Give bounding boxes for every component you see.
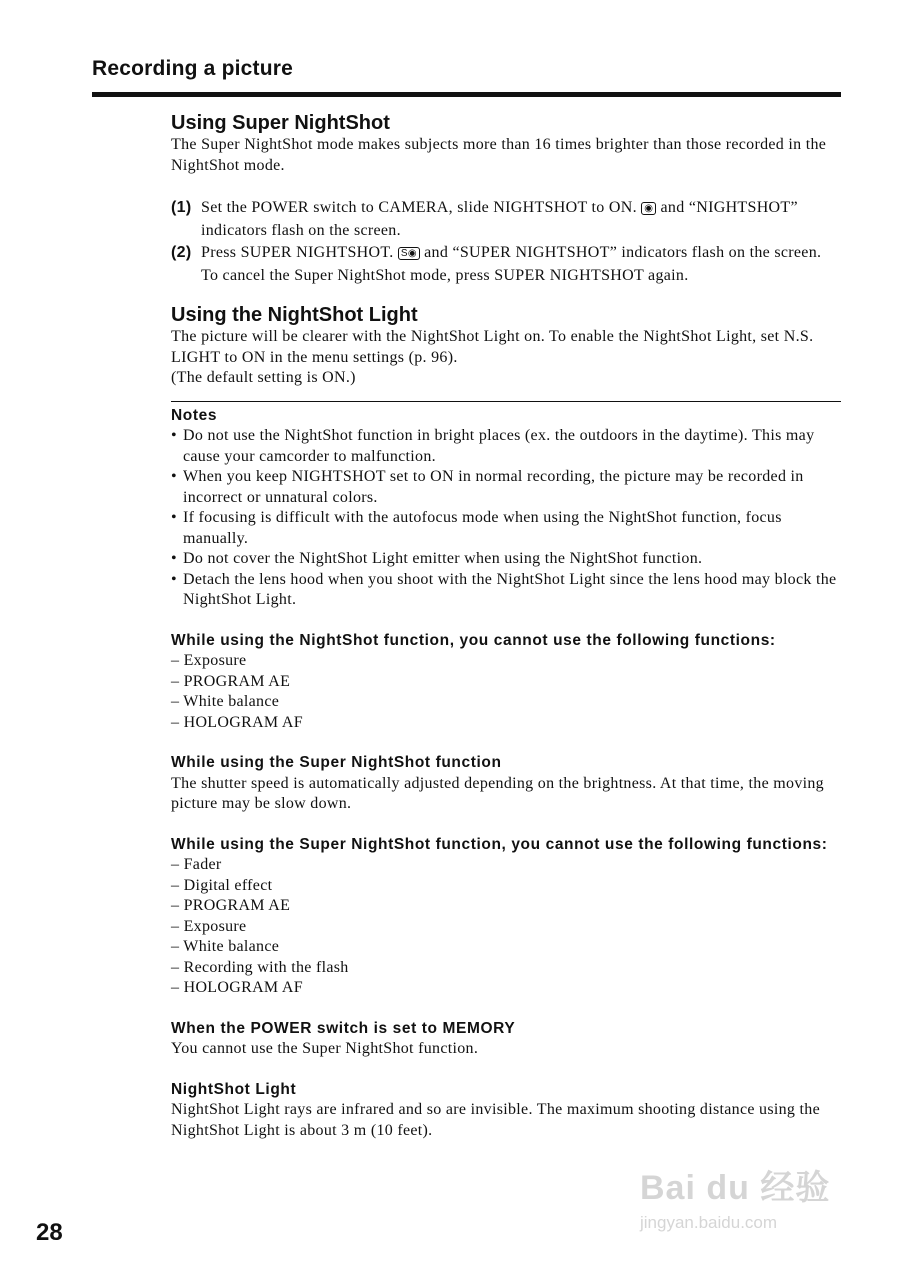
list-item: – Recording with the flash	[171, 958, 349, 976]
super-nightshot-restrictions-heading: While using the Super NightShot function, you cannot use the following functions:	[171, 835, 828, 853]
step-text-b: and “SUPER NIGHTSHOT” indicators flash on the screen.	[419, 244, 822, 261]
nightshot-light-info-heading: NightShot Light	[171, 1080, 297, 1098]
nightshot-light-text: The picture will be clearer with the NightShot Light on. To enable the NightShot Light, set N.S. LIGHT to ON in the menu settings (p. 96).	[171, 328, 814, 366]
list-item: – Exposure	[171, 652, 247, 669]
list-item: – White balance	[171, 938, 280, 955]
step-text-a: Press SUPER NIGHTSHOT.	[201, 244, 398, 261]
notes-heading: Notes	[171, 406, 218, 424]
notes-list	[171, 426, 841, 611]
memory-text: You cannot use the Super NightShot function.	[171, 1040, 479, 1057]
step-2	[171, 242, 841, 287]
note-text: Do not use the NightShot function in bright places (ex. the outdoors in the daytime). This may cause your camcorder to malfunction.	[183, 427, 815, 465]
step-1	[171, 197, 841, 242]
note-text: When you keep NIGHTSHOT set to ON in normal recording, the picture may be recorded in incorrect or unnatural colors.	[183, 468, 804, 506]
nightshot-light-default: (The default setting is ON.)	[171, 369, 356, 386]
header-rule	[92, 92, 841, 97]
list-item: – HOLOGRAM AF	[171, 713, 303, 731]
super-nightshot-intro: The Super NightShot mode makes subjects more than 16 times brighter than those recorded in the NightShot mode.	[171, 136, 827, 174]
nightshot-restrictions-heading: While using the NightShot function, you cannot use the following functions:	[171, 631, 776, 649]
list-item: – Fader	[171, 856, 222, 873]
list-item: – PROGRAM AE	[171, 897, 291, 914]
list-item: – White balance	[171, 693, 280, 710]
list-item: – Exposure	[171, 917, 247, 935]
note-text: If focusing is difficult with the autofocus mode when using the NightShot function, focus manually.	[183, 509, 782, 547]
step-number: (2)	[171, 244, 192, 261]
super-nightshot-indicator-icon: S◉	[398, 247, 420, 260]
section-title: Recording a picture	[92, 57, 294, 80]
nightshot-light-heading: Using the NightShot Light	[171, 304, 418, 326]
nightshot-indicator-icon: ◉	[641, 202, 656, 215]
super-nightshot-function-text: The shutter speed is automatically adjusted depending on the brightness. At that time, the moving picture may be slow down.	[171, 774, 824, 812]
watermark-brand: Bai du 经验	[640, 1169, 831, 1207]
list-item: – Digital effect	[171, 876, 273, 894]
nightshot-light-info-text: NightShot Light rays are infrared and so are invisible. The maximum shooting distance using the NightShot Light is about 3 m (10 feet).	[171, 1101, 820, 1139]
watermark	[640, 1160, 860, 1245]
note-text: Do not cover the NightShot Light emitter when using the NightShot function.	[183, 550, 703, 567]
list-item: • When you keep NIGHTSHOT set to ON in normal recording, the picture may be recorded in incorrect or unnatural colors.	[171, 467, 841, 508]
list-item: – PROGRAM AE	[171, 672, 291, 690]
super-nightshot-function-heading: While using the Super NightShot function	[171, 754, 502, 771]
step-number: (1)	[171, 199, 192, 216]
page-number: 28	[36, 1219, 63, 1246]
watermark-url: jingyan.baidu.com	[640, 1213, 778, 1232]
note-text: Detach the lens hood when you shoot with the NightShot Light since the lens hood may block the NightShot Light.	[183, 570, 837, 608]
step-cancel-text: To cancel the Super NightShot mode, press SUPER NIGHTSHOT again.	[201, 266, 689, 284]
step-text-b: and “NIGHTSHOT” indicators flash on the screen.	[201, 199, 798, 239]
main-content	[171, 111, 841, 1141]
list-item: • Do not cover the NightShot Light emitter when using the NightShot function.	[171, 549, 841, 570]
list-item: • If focusing is difficult with the autofocus mode when using the NightShot function, focus manually.	[171, 508, 841, 549]
super-nightshot-heading: Using Super NightShot	[171, 112, 390, 134]
list-item: – HOLOGRAM AF	[171, 979, 303, 996]
memory-heading: When the POWER switch is set to MEMORY	[171, 1019, 516, 1037]
list-item: • Do not use the NightShot function in bright places (ex. the outdoors in the daytime). This may cause your camcorder to malfunction.	[171, 426, 841, 467]
step-text	[201, 197, 841, 242]
list-item: • Detach the lens hood when you shoot with the NightShot Light since the lens hood may block the NightShot Light.	[171, 570, 841, 611]
step-text	[201, 242, 821, 287]
step-text-a: Set the POWER switch to CAMERA, slide NIGHTSHOT to ON.	[201, 199, 642, 216]
